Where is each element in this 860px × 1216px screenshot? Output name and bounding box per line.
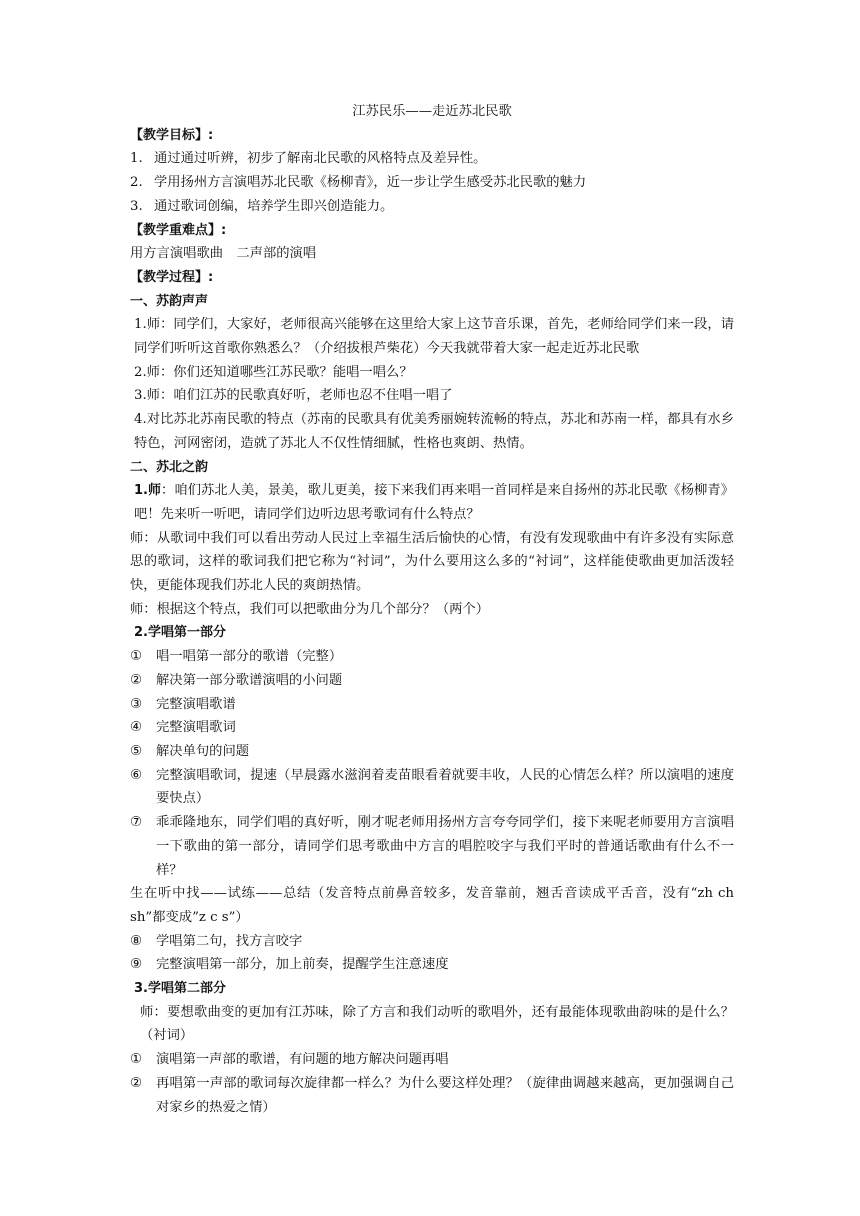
teacher-label: 1.师 xyxy=(134,483,162,499)
step-item xyxy=(130,740,734,764)
step-item xyxy=(130,811,734,882)
goal-item xyxy=(130,171,734,195)
step-marker: ② xyxy=(130,1075,142,1091)
goals-heading: 【教学目标】: xyxy=(130,127,214,143)
step-marker: ② xyxy=(130,672,142,688)
section-1-paragraph: 4.对比苏北苏南民歌的特点（苏南的民歌具有优美秀丽婉转流畅的特点，苏北和苏南一样，都具有水乡特色，河网密闭，造就了苏北人不仅性情细腻，性格也爽朗、热情。 xyxy=(134,412,734,451)
goal-number: 1. xyxy=(130,151,143,167)
step-text: 解决第一部分歌谱演唱的小问题 xyxy=(156,672,343,688)
step-text: 学唱第二句，找方言咬字 xyxy=(156,933,303,949)
key-points-text: 用方言演唱歌曲 二声部的演唱 xyxy=(130,246,317,262)
step-item xyxy=(130,716,734,740)
section-1-paragraph: 3.师：咱们江苏的民歌真好听，老师也忍不住唱一唱了 xyxy=(134,388,453,404)
step-marker: ⑥ xyxy=(130,767,142,783)
step-marker: ① xyxy=(130,649,142,665)
part-1-steps xyxy=(130,645,734,882)
step-text: 完整演唱歌词 xyxy=(156,720,236,736)
step-item xyxy=(130,764,734,811)
step-text: 唱一唱第一部分的歌谱（完整） xyxy=(156,649,343,665)
part-2-intro: 师：要想歌曲变的更加有江苏味，除了方言和我们动听的歌唱外，还有最能体现歌曲韵味的是什么？（衬词） xyxy=(140,1004,734,1044)
step-item xyxy=(130,1048,734,1072)
step-text: 演唱第一声部的歌谱，有问题的地方解决问题再唱 xyxy=(156,1052,449,1068)
goal-item xyxy=(130,147,734,171)
process-heading: 【教学过程】: xyxy=(130,269,214,285)
goal-text: 学用扬州方言演唱苏北民歌《杨柳青》，近一步让学生感受苏北民歌的魅力 xyxy=(154,175,587,191)
goal-number: 2. xyxy=(130,175,143,191)
goals-list xyxy=(130,147,734,218)
goal-item xyxy=(130,195,734,219)
paragraph-text: ：咱们苏北人美，景美，歌儿更美，接下来我们再来唱一首同样是来自扬州的苏北民歌《杨柳青》吧！先来听一听吧，请同学们边听边思考歌词有什么特点？ xyxy=(134,483,735,522)
goal-text: 通过歌词创编，培养学生即兴创造能力。 xyxy=(154,198,394,214)
step-text: 完整演唱第一部分，加上前奏，提醒学生注意速度 xyxy=(156,957,449,973)
part-2-heading: 3.学唱第二部分 xyxy=(134,981,226,997)
step-text: 完整演唱歌词，提速（早晨露水滋润着麦苗眼看着就要丰收，人民的心情怎么样？所以演唱的速度要快点） xyxy=(156,767,734,807)
part-1-note: 生在听中找——试练——总结（发音特点前鼻音较多，发音靠前，翘舌音读成平舌音，没有“zh ch sh”都变成”z c s”） xyxy=(130,886,734,925)
section-2-heading: 二、苏北之韵 xyxy=(130,459,209,475)
step-item xyxy=(130,930,734,954)
section-1-paragraph: 1.师：同学们，大家好，老师很高兴能够在这里给大家上这节音乐课，首先，老师给同学们来一段，请同学们听听这首歌你熟悉么？（介绍拔根芦柴花）今天我就带着大家一起走近苏北民歌 xyxy=(134,317,734,357)
step-text: 再唱第一声部的歌词每次旋律都一样么？为什么要这样处理？（旋律曲调越来越高，更加强调自己对家乡的热爱之情） xyxy=(156,1075,734,1115)
part-1-steps-continued xyxy=(130,930,734,977)
step-marker: ① xyxy=(130,1052,142,1068)
step-marker: ⑨ xyxy=(130,957,142,973)
section-2-paragraph: 师：从歌词中我们可以看出劳动人民过上幸福生活后愉快的心情，有没有发现歌曲中有许多没有实际意思的歌词，这样的歌词我们把它称为“衬词”，为什么要用这么多的“衬词”，这样能使歌曲更加活泼轻快，更能体现我们苏北人民的爽朗热情。 xyxy=(130,530,734,594)
document-page xyxy=(130,100,734,1119)
section-2-paragraph: 师：根据这个特点，我们可以把歌曲分为几个部分？（两个） xyxy=(130,601,490,617)
key-points-heading: 【教学重难点】: xyxy=(130,222,227,238)
part-2-steps xyxy=(130,1048,734,1119)
step-item xyxy=(130,953,734,977)
step-item xyxy=(130,1072,734,1119)
step-item xyxy=(130,669,734,693)
step-marker: ⑧ xyxy=(130,933,142,949)
section-2-paragraph xyxy=(130,479,734,526)
section-1-paragraph: 2.师：你们还知道哪些江苏民歌？能唱一唱么？ xyxy=(134,364,413,380)
step-text: 完整演唱歌谱 xyxy=(156,696,236,712)
goal-text: 通过通过听辨，初步了解南北民歌的风格特点及差异性。 xyxy=(154,151,487,167)
step-text: 乖乖隆地东，同学们唱的真好听，刚才呢老师用扬州方言夸夸同学们，接下来呢老师要用方言演唱一下歌曲的第一部分，请同学们思考歌曲中方言的唱腔咬字与我们平时的普通话歌曲有什么不一样？ xyxy=(156,815,734,878)
document-title: 江苏民乐——走近苏北民歌 xyxy=(352,104,512,119)
section-1-heading: 一、苏韵声声 xyxy=(130,293,209,309)
step-marker: ④ xyxy=(130,720,142,736)
step-text: 解决单句的问题 xyxy=(156,743,250,759)
goal-number: 3. xyxy=(130,198,143,214)
step-item xyxy=(130,645,734,669)
step-marker: ⑦ xyxy=(130,815,142,831)
step-marker: ⑤ xyxy=(130,743,142,759)
part-1-heading: 2.学唱第一部分 xyxy=(134,625,226,641)
step-item xyxy=(130,693,734,717)
step-marker: ③ xyxy=(130,696,142,712)
